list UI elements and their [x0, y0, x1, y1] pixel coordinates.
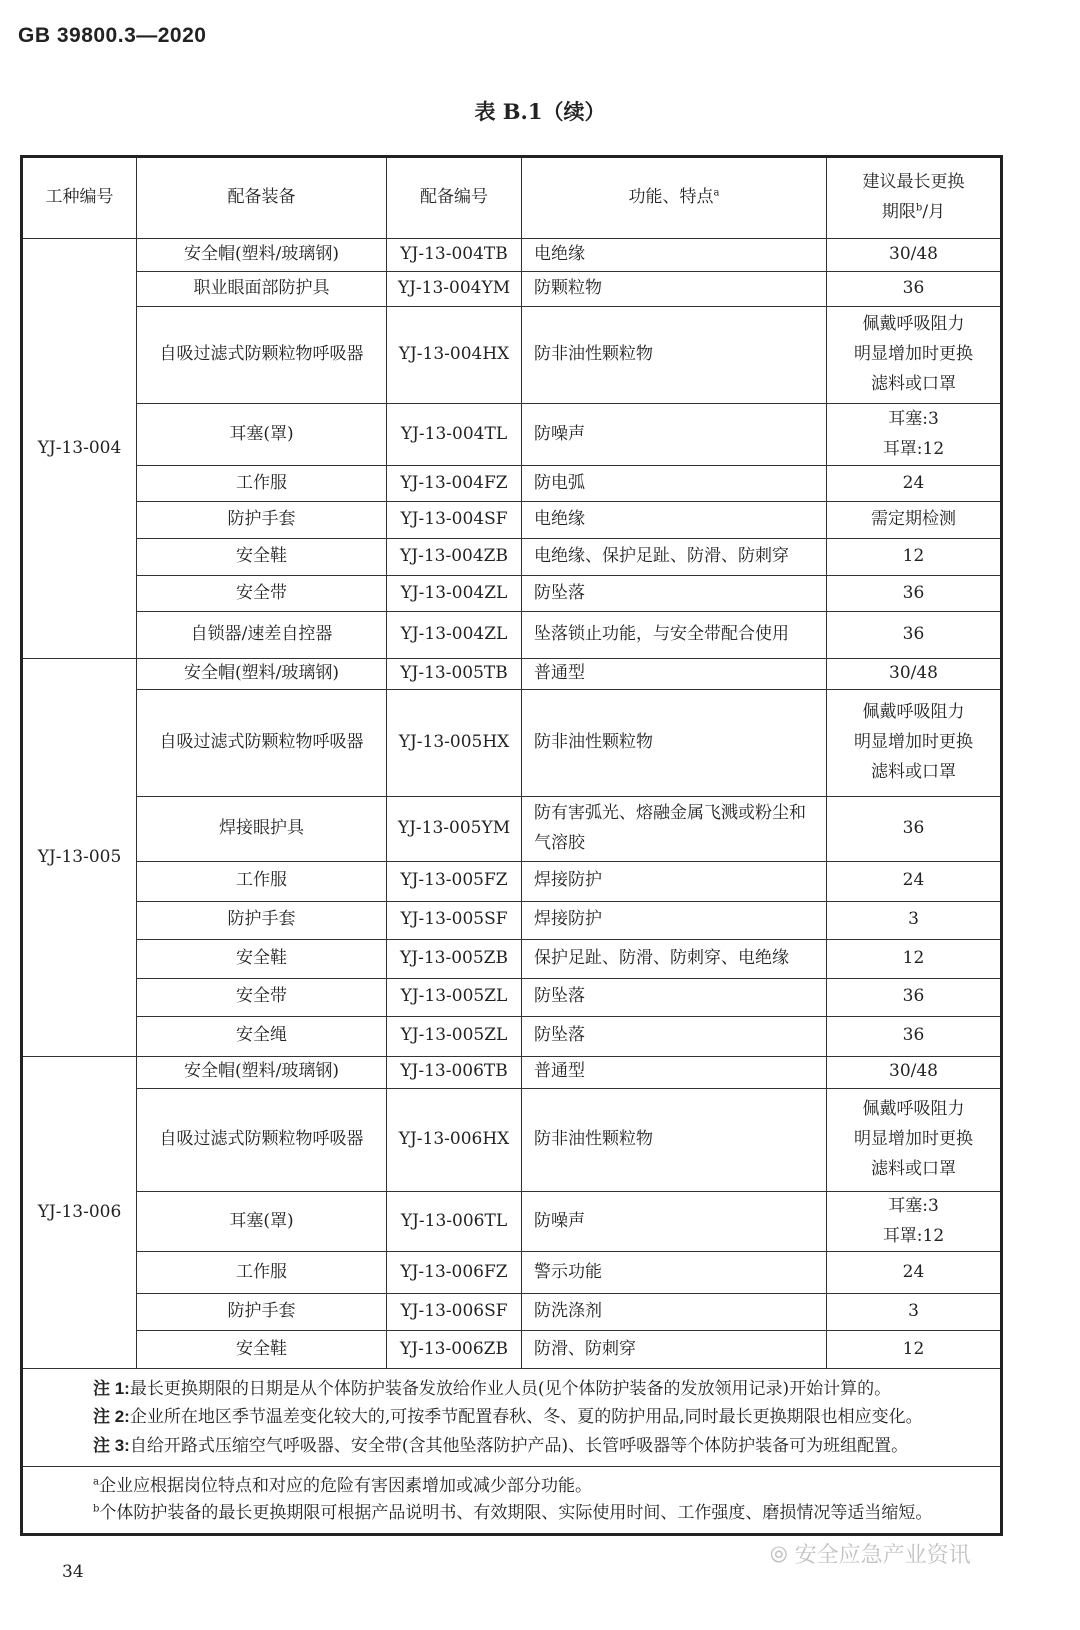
- note-item: [93, 1432, 984, 1460]
- footnotes-cell: [22, 1466, 1002, 1534]
- equip-code-cell: YJ-13-004SF: [387, 502, 522, 539]
- equip-code-cell: YJ-13-004HX: [387, 307, 522, 404]
- note-label: 注 3:: [93, 1435, 130, 1455]
- table-row: [22, 272, 1002, 307]
- equip-code-cell: YJ-13-005TB: [387, 659, 522, 690]
- equip-code-cell: YJ-13-004YM: [387, 272, 522, 307]
- note-text: 企业所在地区季节温差变化较大的,可按季节配置春秋、冬、夏的防护用品,同时最长更换期限也相应变化。: [129, 1407, 923, 1428]
- period-cell: 36: [827, 576, 1002, 612]
- period-cell: 36: [827, 612, 1002, 659]
- function-cell: 普通型: [522, 1056, 827, 1088]
- watermark: [770, 1538, 971, 1569]
- table-row: [22, 901, 1002, 939]
- standard-number: GB 39800.3—2020: [18, 24, 207, 47]
- watermark-text: 安全应急产业资讯: [794, 1543, 971, 1568]
- equip-code-cell: YJ-13-005YM: [387, 796, 522, 861]
- header-period-unit: /月: [922, 202, 946, 222]
- function-cell: 防洗涤剂: [522, 1294, 827, 1331]
- function-cell: 防非油性颗粒物: [522, 1088, 827, 1191]
- equipment-cell: 防护手套: [137, 901, 387, 939]
- function-cell: 防坠落: [522, 1016, 827, 1056]
- footnote-mark: a: [713, 187, 720, 199]
- function-cell: 电绝缘: [522, 502, 827, 539]
- table-row: [22, 659, 1002, 690]
- function-cell: 焊接防护: [522, 901, 827, 939]
- header-period-line2: 期限: [881, 202, 916, 222]
- table-row: [22, 576, 1002, 612]
- period-cell: 24: [827, 466, 1002, 502]
- period-cell: 12: [827, 539, 1002, 576]
- equipment-cell: 安全帽(塑料/玻璃钢): [137, 239, 387, 272]
- equip-code-cell: YJ-13-005ZL: [387, 1016, 522, 1056]
- equipment-cell: 安全鞋: [137, 939, 387, 978]
- period-cell: 30/48: [827, 659, 1002, 690]
- period-cell: 30/48: [827, 1056, 1002, 1088]
- function-cell: 防噪声: [522, 1191, 827, 1252]
- table-row: [22, 861, 1002, 901]
- equip-code-cell: YJ-13-005FZ: [387, 861, 522, 901]
- note-label: 注 1:: [93, 1379, 130, 1399]
- equipment-cell: 防护手套: [137, 502, 387, 539]
- table-row: [22, 404, 1002, 466]
- function-cell: 防坠落: [522, 978, 827, 1016]
- table-title: 表 B.1（续）: [474, 99, 606, 124]
- period-cell: 3: [827, 901, 1002, 939]
- period-cell: 36: [827, 796, 1002, 861]
- page-number: 34: [62, 1562, 84, 1582]
- equipment-cell: 耳塞(罩): [137, 404, 387, 466]
- equipment-cell: 工作服: [137, 466, 387, 502]
- period-cell: 12: [827, 939, 1002, 978]
- note-label: 注 2:: [93, 1407, 130, 1427]
- note-text: 自给开路式压缩空气呼吸器、安全带(含其他坠落防护产品)、长管呼吸器等个体防护装备可为班组配置。: [129, 1435, 909, 1456]
- header-period: [827, 157, 1002, 239]
- table-row: [22, 1088, 1002, 1191]
- equip-code-cell: YJ-13-004TL: [387, 404, 522, 466]
- function-cell: 电绝缘、保护足趾、防滑、防刺穿: [522, 539, 827, 576]
- equip-code-cell: YJ-13-006TL: [387, 1191, 522, 1252]
- equipment-cell: 自吸过滤式防颗粒物呼吸器: [137, 689, 387, 796]
- equipment-cell: 耳塞(罩): [137, 1191, 387, 1252]
- equipment-table: [20, 155, 1003, 1536]
- footnote-text: 企业应根据岗位特点和对应的危险有害因素增加或减少部分功能。: [98, 1475, 592, 1496]
- header-period-line1: 建议最长更换: [862, 172, 965, 193]
- function-cell: 防噪声: [522, 404, 827, 466]
- equipment-cell: 工作服: [137, 861, 387, 901]
- note-text: 最长更换期限的日期是从个体防护装备发放给作业人员(见个体防护装备的发放领用记录)开始计算的。: [129, 1379, 892, 1400]
- equipment-cell: 自吸过滤式防颗粒物呼吸器: [137, 1088, 387, 1191]
- footnote-item: [93, 1500, 984, 1527]
- period-cell: 耳塞:3 耳罩:12: [827, 1191, 1002, 1252]
- function-cell: 防非油性颗粒物: [522, 689, 827, 796]
- equipment-cell: 自锁器/速差自控器: [137, 612, 387, 659]
- footnote-mark: b: [93, 1503, 100, 1515]
- equip-code-cell: YJ-13-006SF: [387, 1294, 522, 1331]
- equipment-cell: 安全鞋: [137, 1331, 387, 1369]
- footnote-mark: b: [915, 202, 923, 214]
- table-row: [22, 502, 1002, 539]
- function-cell: 防滑、防刺穿: [522, 1331, 827, 1369]
- table-row: [22, 612, 1002, 659]
- function-cell: 防颗粒物: [522, 272, 827, 307]
- table-row: [22, 796, 1002, 861]
- table-header-row: [22, 157, 1002, 239]
- table-row: [22, 466, 1002, 502]
- period-cell: 耳塞:3 耳罩:12: [827, 404, 1002, 466]
- equip-code-cell: YJ-13-004ZL: [387, 576, 522, 612]
- table-row: [22, 307, 1002, 404]
- function-cell: 保护足趾、防滑、防刺穿、电绝缘: [522, 939, 827, 978]
- table-body: [22, 239, 1002, 1369]
- equip-code-cell: YJ-13-005ZL: [387, 978, 522, 1016]
- table-row: [22, 539, 1002, 576]
- period-cell: 36: [827, 978, 1002, 1016]
- function-cell: 防坠落: [522, 576, 827, 612]
- equip-code-cell: YJ-13-006HX: [387, 1088, 522, 1191]
- equip-code-cell: YJ-13-004ZL: [387, 612, 522, 659]
- equipment-cell: 安全帽(塑料/玻璃钢): [137, 659, 387, 690]
- footnote-mark: a: [93, 1476, 99, 1488]
- footnote-item: [93, 1473, 984, 1500]
- period-cell: 30/48: [827, 239, 1002, 272]
- table-row: [22, 1294, 1002, 1331]
- equipment-cell: 安全带: [137, 978, 387, 1016]
- equip-code-cell: YJ-13-006FZ: [387, 1252, 522, 1294]
- equip-code-cell: YJ-13-004TB: [387, 239, 522, 272]
- header-function-text: 功能、特点: [628, 187, 714, 208]
- table-row: [22, 1016, 1002, 1056]
- period-cell: 24: [827, 861, 1002, 901]
- footnote-text: 个体防护装备的最长更换期限可根据产品说明书、有效期限、实际使用时间、工作强度、磨损情况等适当缩短。: [99, 1503, 933, 1523]
- equipment-cell: 安全绳: [137, 1016, 387, 1056]
- table-row: [22, 239, 1002, 272]
- function-cell: 焊接防护: [522, 861, 827, 901]
- equip-code-cell: YJ-13-006TB: [387, 1056, 522, 1088]
- function-cell: 防有害弧光、熔融金属飞溅或粉尘和气溶胶: [522, 796, 827, 861]
- job-code-cell: YJ-13-004: [22, 239, 137, 659]
- equipment-cell: 防护手套: [137, 1294, 387, 1331]
- notes-row: [22, 1369, 1002, 1467]
- equip-code-cell: YJ-13-004FZ: [387, 466, 522, 502]
- note-item: [93, 1375, 984, 1403]
- table-row: [22, 1252, 1002, 1294]
- period-cell: 12: [827, 1331, 1002, 1369]
- header-function: [522, 157, 827, 239]
- equipment-cell: 安全帽(塑料/玻璃钢): [137, 1056, 387, 1088]
- function-cell: 警示功能: [522, 1252, 827, 1294]
- period-cell: 佩戴呼吸阻力 明显增加时更换 滤料或口罩: [827, 307, 1002, 404]
- table-row: [22, 1331, 1002, 1369]
- function-cell: 防电弧: [522, 466, 827, 502]
- equipment-cell: 安全带: [137, 576, 387, 612]
- equip-code-cell: YJ-13-006ZB: [387, 1331, 522, 1369]
- function-cell: 电绝缘: [522, 239, 827, 272]
- job-code-cell: YJ-13-006: [22, 1056, 137, 1369]
- equipment-cell: 安全鞋: [137, 539, 387, 576]
- period-cell: 24: [827, 1252, 1002, 1294]
- period-cell: 佩戴呼吸阻力 明显增加时更换 滤料或口罩: [827, 1088, 1002, 1191]
- equipment-cell: 自吸过滤式防颗粒物呼吸器: [137, 307, 387, 404]
- table-row: [22, 939, 1002, 978]
- period-cell: 佩戴呼吸阻力 明显增加时更换 滤料或口罩: [827, 689, 1002, 796]
- equipment-cell: 工作服: [137, 1252, 387, 1294]
- equipment-cell: 职业眼面部防护具: [137, 272, 387, 307]
- period-cell: 36: [827, 272, 1002, 307]
- function-cell: 坠落锁止功能，与安全带配合使用: [522, 612, 827, 659]
- table-row: [22, 689, 1002, 796]
- table-row: [22, 978, 1002, 1016]
- job-code-cell: YJ-13-005: [22, 659, 137, 1057]
- table-row: [22, 1056, 1002, 1088]
- header-equipment: 配备装备: [137, 157, 387, 239]
- wechat-icon: ⦾: [770, 1543, 795, 1568]
- note-item: [93, 1403, 984, 1431]
- header-job-code: 工种编号: [22, 157, 137, 239]
- table-row: [22, 1191, 1002, 1252]
- equipment-cell: 焊接眼护具: [137, 796, 387, 861]
- period-cell: 36: [827, 1016, 1002, 1056]
- equip-code-cell: YJ-13-005HX: [387, 689, 522, 796]
- header-equip-code: 配备编号: [387, 157, 522, 239]
- notes-cell: [22, 1369, 1002, 1467]
- function-cell: 普通型: [522, 659, 827, 690]
- equip-code-cell: YJ-13-004ZB: [387, 539, 522, 576]
- period-cell: 需定期检测: [827, 502, 1002, 539]
- period-cell: 3: [827, 1294, 1002, 1331]
- equip-code-cell: YJ-13-005SF: [387, 901, 522, 939]
- footnotes-row: [22, 1466, 1002, 1534]
- equip-code-cell: YJ-13-005ZB: [387, 939, 522, 978]
- function-cell: 防非油性颗粒物: [522, 307, 827, 404]
